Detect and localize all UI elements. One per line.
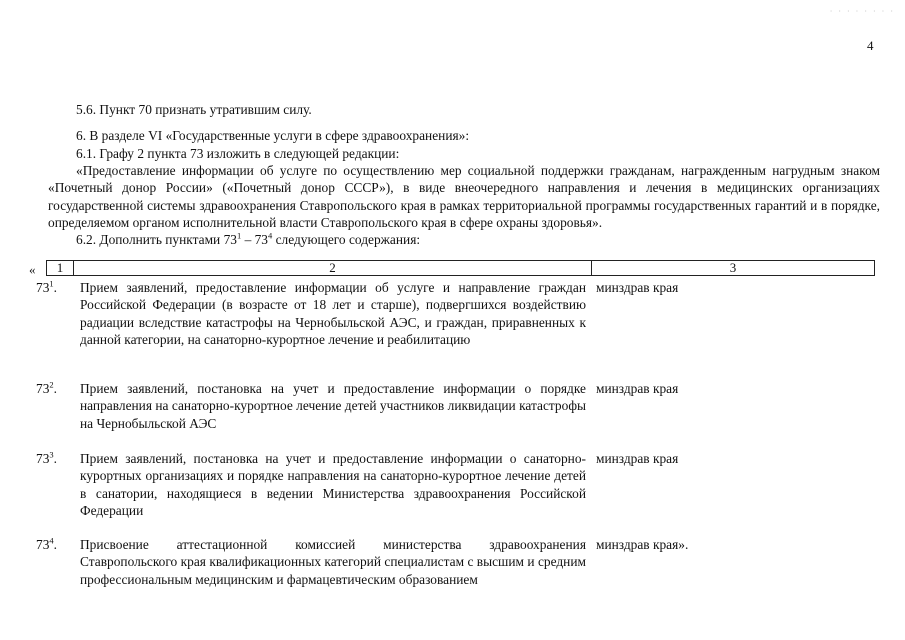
row-number <box>36 450 73 467</box>
table-row-dept: минздрав края». <box>596 537 689 552</box>
paragraph-6-2-dash: – 73 <box>241 232 268 247</box>
row-number-dot: . <box>53 451 57 466</box>
table-header-cell: 1 <box>47 261 74 275</box>
superscript: 2 <box>49 379 54 390</box>
scan-marks: · · · · · · · · <box>829 7 895 16</box>
paragraph-5-6: 5.6. Пункт 70 признать утратившим силу. <box>76 102 312 117</box>
superscript: 3 <box>49 449 54 460</box>
row-number-base: 73 <box>36 451 50 466</box>
table-row-text: Прием заявлений, постановка на учет и предоставление информации о порядке направления на санаторно-курортное лечение детей участников ликвидации катастрофы на Чернобыльской АЭС <box>80 381 586 431</box>
paragraph-6-1: 6.1. Графу 2 пункта 73 изложить в следующей редакции: <box>76 146 400 161</box>
row-number <box>36 536 73 553</box>
table-row-text: Прием заявлений, предоставление информации об услуге и направление граждан Российской Федерации (в возрасте от 18 лет и старше), подвергшихся воздействию радиации вследствие катастрофы на Чернобыльской АЭС, и граждан, приравненных к данной категории, на санаторно-курортное лечение и реабилитацию <box>80 280 586 347</box>
paragraph-6-2-lead: 6.2. Дополнить пунктами 73 <box>76 232 237 247</box>
table-row-text: Прием заявлений, постановка на учет и предоставление информации о санаторно-курортных организациях и порядке направления на санаторно-курортное лечение детей в санатории, находящиеся в ведении Министерства здравоохранения Российской Федерации <box>80 451 586 518</box>
paragraph-6: 6. В разделе VI «Государственные услуги в сфере здравоохранения»: <box>76 128 470 143</box>
superscript: 4 <box>268 230 273 241</box>
table-row-dept: минздрав края <box>596 381 679 396</box>
table-header-cell: 3 <box>729 260 737 275</box>
paragraph-6-2 <box>48 231 880 248</box>
table-row-dept: минздрав края <box>596 280 679 295</box>
table-header-row <box>46 260 875 276</box>
row-number-dot: . <box>53 537 57 552</box>
superscript: 4 <box>49 535 54 546</box>
row-number-dot: . <box>53 381 57 396</box>
superscript: 1 <box>236 230 242 241</box>
row-number-base: 73 <box>36 537 50 552</box>
row-number <box>36 279 73 296</box>
superscript: 1 <box>49 278 54 289</box>
row-number-base: 73 <box>36 381 50 396</box>
table-row-text: Присвоение аттестационной комиссией министерства здравоохранения Ставропольского края квалификационных категорий специалистам с высшим и средним профессиональным медицинским и фармацевтическим образованием <box>80 537 586 587</box>
page-number: 4 <box>867 38 874 53</box>
paragraph-6-2-tail: следующего содержания: <box>272 232 421 247</box>
table-header-cell: 2 <box>74 261 592 275</box>
table-open-quote: « <box>29 262 36 277</box>
row-number <box>36 380 73 397</box>
table-row-dept: минздрав края <box>596 451 679 466</box>
row-number-dot: . <box>53 280 57 295</box>
paragraph-6-1-text: «Предоставление информации об услуге по осуществлению мер социальной поддержки гражданам, награжденным нагрудным знаком «Почетный донор России» («Почетный донор СССР»), в виде внеочередного направления и лечения в медицинских организациях государственной системы здравоохранения Ставропольского края в рамках территориальной программы государственных гарантий и в порядке, определяемом органом исполнительной власти Ставропольского края в сфере охраны здоровья». <box>48 163 880 230</box>
row-number-base: 73 <box>36 280 50 295</box>
